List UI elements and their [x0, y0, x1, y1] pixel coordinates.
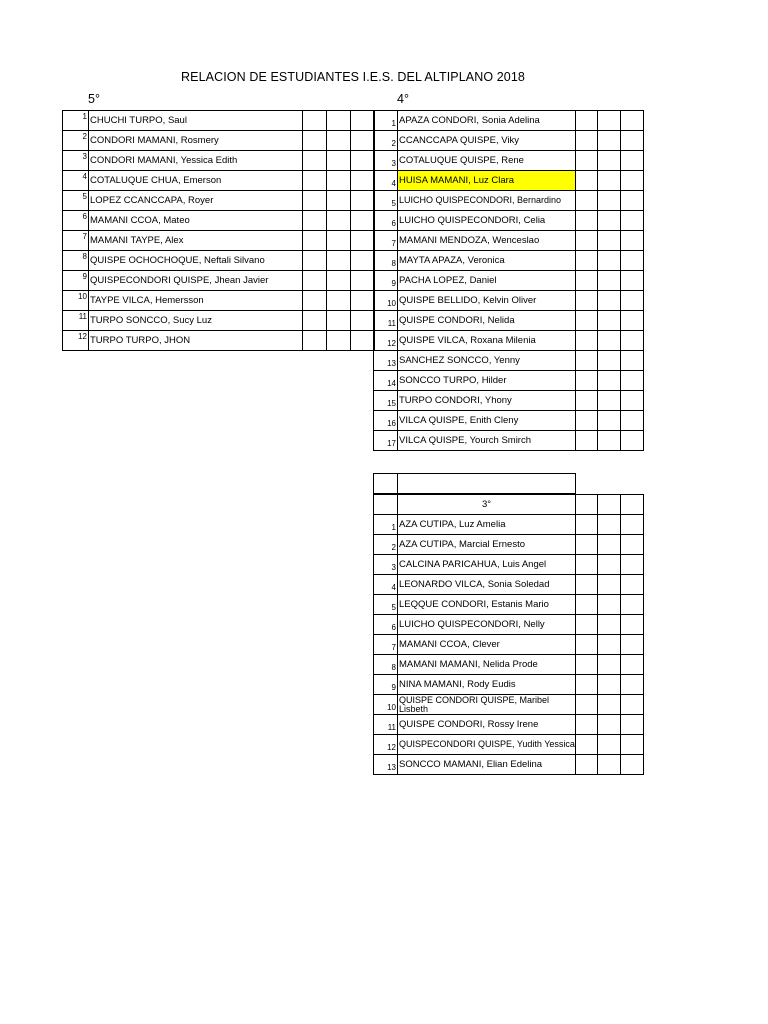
- mark-cell: [327, 331, 351, 351]
- grade-3-header-row: [374, 495, 644, 515]
- mark-cell: [598, 431, 621, 451]
- row-number: 2: [63, 131, 89, 151]
- mark-cell: [351, 131, 375, 151]
- grade-3-table-body: [374, 495, 644, 775]
- student-row: [374, 695, 644, 715]
- student-row: [374, 431, 644, 451]
- mark-cell: [621, 111, 644, 131]
- mark-cell: [327, 211, 351, 231]
- student-row: [374, 171, 644, 191]
- student-row: [374, 535, 644, 555]
- student-name: MAMANI MAMANI, Nelida Prode: [398, 655, 576, 675]
- student-row: [374, 331, 644, 351]
- mark-cell: [327, 151, 351, 171]
- mark-cell: [598, 191, 621, 211]
- header-num-cell: [374, 495, 398, 515]
- spacer-row: [373, 473, 576, 494]
- student-row: [63, 211, 375, 231]
- mark-cell: [303, 151, 327, 171]
- row-number: 1: [374, 515, 398, 535]
- student-name: PACHA LOPEZ, Daniel: [398, 271, 576, 291]
- mark-cell: [351, 211, 375, 231]
- mark-cell: [576, 715, 598, 735]
- student-row: [63, 131, 375, 151]
- student-name: LUICHO QUISPECONDORI, Nelly: [398, 615, 576, 635]
- mark-cell: [576, 411, 598, 431]
- mark-cell: [576, 151, 598, 171]
- mark-cell: [327, 251, 351, 271]
- student-row: [374, 271, 644, 291]
- mark-cell: [303, 191, 327, 211]
- row-number: 5: [63, 191, 89, 211]
- student-name: MAMANI TAYPE, Alex: [89, 231, 303, 251]
- mark-cell: [621, 635, 644, 655]
- mark-cell: [576, 535, 598, 555]
- mark-cell: [621, 735, 644, 755]
- student-row: [374, 615, 644, 635]
- mark-cell: [303, 271, 327, 291]
- student-name: COTALUQUE QUISPE, Rene: [398, 151, 576, 171]
- mark-cell: [621, 311, 644, 331]
- mark-cell: [576, 595, 598, 615]
- grade-4-table: [373, 110, 644, 451]
- student-row: [374, 755, 644, 775]
- mark-cell: [621, 695, 644, 715]
- row-number: 4: [374, 575, 398, 595]
- mark-cell: [351, 271, 375, 291]
- student-name: MAMANI CCOA, Clever: [398, 635, 576, 655]
- row-number: 6: [374, 211, 398, 231]
- row-number: 5: [374, 191, 398, 211]
- mark-cell: [327, 111, 351, 131]
- student-row: [63, 311, 375, 331]
- mark-cell: [303, 251, 327, 271]
- mark-cell: [598, 131, 621, 151]
- mark-cell: [303, 111, 327, 131]
- student-row: [374, 595, 644, 615]
- student-row: [63, 271, 375, 291]
- student-name: LOPEZ CCANCCAPA, Royer: [89, 191, 303, 211]
- mark-cell: [598, 351, 621, 371]
- student-name: QUISPE BELLIDO, Kelvin Oliver: [398, 291, 576, 311]
- mark-cell: [303, 211, 327, 231]
- mark-cell: [576, 675, 598, 695]
- student-name: TURPO CONDORI, Yhony: [398, 391, 576, 411]
- mark-cell: [621, 755, 644, 775]
- mark-cell: [351, 311, 375, 331]
- mark-cell: [621, 191, 644, 211]
- row-number: 3: [374, 151, 398, 171]
- grade-5-table-body: [63, 111, 375, 351]
- row-number: 2: [374, 535, 398, 555]
- mark-cell: [303, 291, 327, 311]
- student-row: [63, 291, 375, 311]
- mark-cell: [621, 495, 644, 515]
- mark-cell: [327, 291, 351, 311]
- mark-cell: [621, 575, 644, 595]
- mark-cell: [598, 371, 621, 391]
- row-number: 9: [374, 271, 398, 291]
- mark-cell: [303, 331, 327, 351]
- mark-cell: [576, 351, 598, 371]
- row-number: 12: [374, 331, 398, 351]
- mark-cell: [598, 231, 621, 251]
- mark-cell: [598, 535, 621, 555]
- mark-cell: [621, 655, 644, 675]
- row-number: 10: [374, 291, 398, 311]
- row-number: 3: [374, 555, 398, 575]
- student-name: AZA CUTIPA, Luz Amelia: [398, 515, 576, 535]
- mark-cell: [351, 251, 375, 271]
- mark-cell: [576, 191, 598, 211]
- mark-cell: [598, 251, 621, 271]
- student-name: QUISPE OCHOCHOQUE, Neftali Silvano: [89, 251, 303, 271]
- mark-cell: [621, 271, 644, 291]
- grade-3-label: 3°: [398, 495, 576, 515]
- row-number: 11: [374, 715, 398, 735]
- mark-cell: [576, 495, 598, 515]
- mark-cell: [576, 755, 598, 775]
- student-name: LEQQUE CONDORI, Estanis Mario: [398, 595, 576, 615]
- student-name: SONCCO TURPO, Hilder: [398, 371, 576, 391]
- mark-cell: [576, 251, 598, 271]
- mark-cell: [303, 311, 327, 331]
- mark-cell: [621, 151, 644, 171]
- mark-cell: [598, 271, 621, 291]
- student-row: [63, 251, 375, 271]
- row-number: 8: [63, 251, 89, 271]
- mark-cell: [576, 575, 598, 595]
- student-name: CONDORI MAMANI, Yessica Edith: [89, 151, 303, 171]
- grade-5-label: 5°: [88, 92, 100, 106]
- student-row: [63, 331, 375, 351]
- mark-cell: [621, 231, 644, 251]
- mark-cell: [576, 331, 598, 351]
- mark-cell: [598, 655, 621, 675]
- mark-cell: [598, 755, 621, 775]
- student-row: [374, 231, 644, 251]
- student-name: MAMANI CCOA, Mateo: [89, 211, 303, 231]
- mark-cell: [621, 251, 644, 271]
- mark-cell: [598, 695, 621, 715]
- mark-cell: [576, 695, 598, 715]
- student-name: CONDORI MAMANI, Rosmery: [89, 131, 303, 151]
- mark-cell: [351, 151, 375, 171]
- mark-cell: [576, 271, 598, 291]
- mark-cell: [598, 211, 621, 231]
- row-number: 5: [374, 595, 398, 615]
- mark-cell: [576, 635, 598, 655]
- student-name: LUICHO QUISPECONDORI, Celia: [398, 211, 576, 231]
- student-name: QUISPE CONDORI, Rossy Irene: [398, 715, 576, 735]
- row-number: 3: [63, 151, 89, 171]
- student-name: LUICHO QUISPECONDORI, Bernardino: [398, 191, 576, 211]
- mark-cell: [621, 615, 644, 635]
- row-number: 6: [63, 211, 89, 231]
- student-row: [63, 231, 375, 251]
- mark-cell: [327, 131, 351, 151]
- mark-cell: [576, 431, 598, 451]
- student-name: COTALUQUE CHUA, Emerson: [89, 171, 303, 191]
- mark-cell: [621, 391, 644, 411]
- student-name: TURPO SONCCO, Sucy Luz: [89, 311, 303, 331]
- spacer-cell: [398, 474, 576, 494]
- mark-cell: [351, 231, 375, 251]
- mark-cell: [598, 391, 621, 411]
- mark-cell: [621, 595, 644, 615]
- student-name: TAYPE VILCA, Hemersson: [89, 291, 303, 311]
- student-row: [374, 111, 644, 131]
- student-name: MAYTA APAZA, Veronica: [398, 251, 576, 271]
- row-number: 12: [374, 735, 398, 755]
- mark-cell: [576, 391, 598, 411]
- student-row: [63, 111, 375, 131]
- mark-cell: [598, 515, 621, 535]
- mark-cell: [327, 171, 351, 191]
- mark-cell: [351, 111, 375, 131]
- row-number: 8: [374, 655, 398, 675]
- mark-cell: [576, 515, 598, 535]
- mark-cell: [621, 555, 644, 575]
- mark-cell: [576, 131, 598, 151]
- mark-cell: [598, 111, 621, 131]
- student-name: QUISPECONDORI QUISPE, Yudith Yessica: [398, 735, 576, 755]
- mark-cell: [598, 735, 621, 755]
- row-number: 11: [63, 311, 89, 331]
- student-row: [374, 391, 644, 411]
- mark-cell: [598, 615, 621, 635]
- row-number: 2: [374, 131, 398, 151]
- student-row: [374, 575, 644, 595]
- row-number: 6: [374, 615, 398, 635]
- mark-cell: [327, 271, 351, 291]
- mark-cell: [351, 171, 375, 191]
- row-number: 17: [374, 431, 398, 451]
- row-number: 16: [374, 411, 398, 431]
- student-name: NINA MAMANI, Rody Eudis: [398, 675, 576, 695]
- grade-5-table: [62, 110, 375, 351]
- mark-cell: [621, 715, 644, 735]
- mark-cell: [598, 495, 621, 515]
- grade-4-table-body: [374, 111, 644, 451]
- row-number: 9: [374, 675, 398, 695]
- student-name: VILCA QUISPE, Yourch Smirch: [398, 431, 576, 451]
- mark-cell: [576, 311, 598, 331]
- row-number: 7: [63, 231, 89, 251]
- mark-cell: [621, 371, 644, 391]
- student-name: APAZA CONDORI, Sonia Adelina: [398, 111, 576, 131]
- mark-cell: [598, 411, 621, 431]
- mark-cell: [621, 411, 644, 431]
- student-name: SANCHEZ SONCCO, Yenny: [398, 351, 576, 371]
- student-name: HUISA MAMANI, Luz Clara: [398, 171, 576, 191]
- mark-cell: [598, 635, 621, 655]
- row-number: 12: [63, 331, 89, 351]
- student-row: [374, 635, 644, 655]
- mark-cell: [303, 171, 327, 191]
- student-row: [63, 191, 375, 211]
- student-row: [374, 191, 644, 211]
- student-row: [63, 171, 375, 191]
- mark-cell: [351, 191, 375, 211]
- row-number: 13: [374, 351, 398, 371]
- student-row: [374, 515, 644, 535]
- student-name: CALCINA PARICAHUA, Luis Angel: [398, 555, 576, 575]
- row-number: 13: [374, 755, 398, 775]
- mark-cell: [598, 555, 621, 575]
- mark-cell: [621, 351, 644, 371]
- mark-cell: [327, 191, 351, 211]
- mark-cell: [621, 431, 644, 451]
- student-row: [63, 151, 375, 171]
- mark-cell: [598, 715, 621, 735]
- mark-cell: [327, 231, 351, 251]
- mark-cell: [351, 291, 375, 311]
- student-name: LEONARDO VILCA, Sonia Soledad: [398, 575, 576, 595]
- student-name: MAMANI MENDOZA, Wenceslao: [398, 231, 576, 251]
- student-row: [374, 311, 644, 331]
- student-row: [374, 291, 644, 311]
- student-row: [374, 351, 644, 371]
- mark-cell: [621, 515, 644, 535]
- student-name: CHUCHI TURPO, Saul: [89, 111, 303, 131]
- mark-cell: [576, 555, 598, 575]
- grade-4-label: 4°: [397, 92, 409, 106]
- row-number: 4: [63, 171, 89, 191]
- mark-cell: [576, 735, 598, 755]
- student-row: [374, 211, 644, 231]
- student-name: AZA CUTIPA, Marcial Ernesto: [398, 535, 576, 555]
- row-number: 10: [63, 291, 89, 311]
- student-row: [374, 675, 644, 695]
- row-number: 10: [374, 695, 398, 715]
- row-number: 9: [63, 271, 89, 291]
- mark-cell: [598, 311, 621, 331]
- mark-cell: [621, 131, 644, 151]
- mark-cell: [598, 151, 621, 171]
- mark-cell: [303, 231, 327, 251]
- student-name: QUISPECONDORI QUISPE, Jhean Javier: [89, 271, 303, 291]
- student-row: [374, 251, 644, 271]
- spacer-cell: [374, 474, 398, 494]
- mark-cell: [576, 291, 598, 311]
- mark-cell: [576, 655, 598, 675]
- row-number: 4: [374, 171, 398, 191]
- mark-cell: [576, 231, 598, 251]
- row-number: 11: [374, 311, 398, 331]
- mark-cell: [621, 675, 644, 695]
- student-row: [374, 655, 644, 675]
- student-name: VILCA QUISPE, Enith Cleny: [398, 411, 576, 431]
- mark-cell: [327, 311, 351, 331]
- mark-cell: [621, 535, 644, 555]
- student-row: [374, 131, 644, 151]
- mark-cell: [576, 111, 598, 131]
- mark-cell: [598, 595, 621, 615]
- row-number: 1: [63, 111, 89, 131]
- student-row: [374, 371, 644, 391]
- student-name: QUISPE CONDORI QUISPE, Maribel Lisbeth: [398, 695, 576, 715]
- grade-3-table: [373, 494, 644, 775]
- mark-cell: [621, 291, 644, 311]
- page-title: RELACION DE ESTUDIANTES I.E.S. DEL ALTIPLANO 2018: [181, 70, 525, 84]
- mark-cell: [598, 171, 621, 191]
- row-number: 8: [374, 251, 398, 271]
- mark-cell: [351, 331, 375, 351]
- mark-cell: [598, 331, 621, 351]
- student-row: [374, 411, 644, 431]
- student-name: QUISPE CONDORI, Nelida: [398, 311, 576, 331]
- mark-cell: [621, 331, 644, 351]
- mark-cell: [576, 211, 598, 231]
- student-row: [374, 151, 644, 171]
- row-number: 15: [374, 391, 398, 411]
- student-name: TURPO TURPO, JHON: [89, 331, 303, 351]
- row-number: 7: [374, 231, 398, 251]
- student-row: [374, 555, 644, 575]
- student-row: [374, 735, 644, 755]
- mark-cell: [621, 211, 644, 231]
- row-number: 1: [374, 111, 398, 131]
- student-name: QUISPE VILCA, Roxana Milenia: [398, 331, 576, 351]
- row-number: 7: [374, 635, 398, 655]
- mark-cell: [598, 675, 621, 695]
- student-name: CCANCCAPA QUISPE, Viky: [398, 131, 576, 151]
- mark-cell: [598, 575, 621, 595]
- mark-cell: [576, 171, 598, 191]
- mark-cell: [576, 615, 598, 635]
- row-number: 14: [374, 371, 398, 391]
- mark-cell: [621, 171, 644, 191]
- mark-cell: [598, 291, 621, 311]
- mark-cell: [303, 131, 327, 151]
- student-name: SONCCO MAMANI, Elian Edelina: [398, 755, 576, 775]
- student-row: [374, 715, 644, 735]
- mark-cell: [576, 371, 598, 391]
